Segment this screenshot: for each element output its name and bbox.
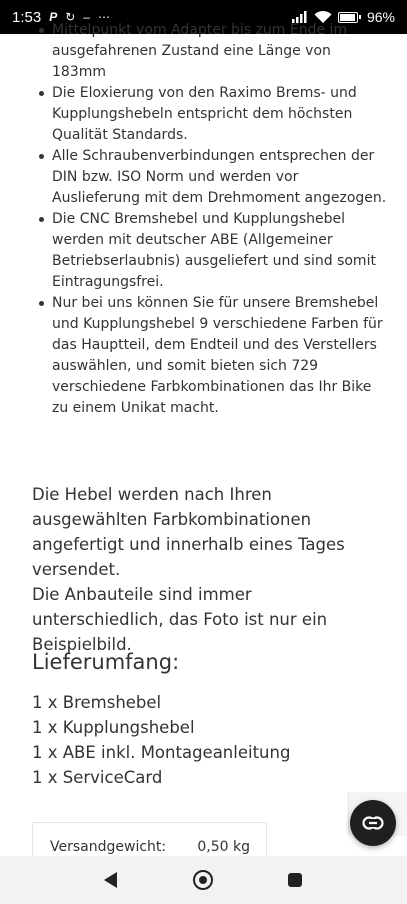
page-content xyxy=(0,22,407,856)
more-icon: ⋯ xyxy=(97,10,110,24)
recents-icon[interactable] xyxy=(288,873,302,887)
sync-icon: ↻ xyxy=(65,10,76,24)
list-item: 1 x Bremshebel xyxy=(32,693,162,712)
shipping-weight-label: Versandgewicht: xyxy=(50,839,167,855)
scope-list xyxy=(32,690,382,790)
shipping-weight-value: 0,50 kg xyxy=(197,839,250,855)
list-item: Alle Schraubenverbindungen entsprechen der DIN bzw. ISO Norm und werden vor Auslieferung mit dem Drehmoment angezogen. xyxy=(52,146,387,209)
link-icon xyxy=(362,816,384,830)
paypal-icon: P xyxy=(49,10,58,24)
battery-percent: 96% xyxy=(366,9,395,25)
description-line: Die Anbauteile sind immer unterschiedlich, das Foto ist nur ein Beispielbild. xyxy=(32,585,328,654)
list-item: 1 x ServiceCard xyxy=(32,768,163,787)
list-item: Die Eloxierung von den Raximo Brems- und Kupplungshebeln entspricht dem höchsten Qualität Standards. xyxy=(52,83,387,146)
list-item: Nur bei uns können Sie für unsere Bremshebel und Kupplungshebel 9 verschiedene Farben für das Hauptteil, dem Endteil und des Verstellers auswählen, und somit bieten sich 729 verschiedene Farbkombinationen das Ihr Bike zu einem Unikat macht. xyxy=(52,293,387,419)
scope-heading: Lieferumfang: xyxy=(32,650,180,674)
system-nav-bar xyxy=(0,856,407,904)
minus-icon: ‒ xyxy=(83,10,90,24)
link-button[interactable] xyxy=(350,800,396,846)
list-item: Mittelpunkt vom Adapter bis zum Ende im ausgefahrenen Zustand eine Länge von 183mm xyxy=(52,20,387,83)
list-item: 1 x ABE inkl. Montageanleitung xyxy=(32,743,291,762)
description-text xyxy=(32,482,382,657)
description-line: Die Hebel werden nach Ihren ausgewählten Farbkombinationen angefertigt und innerhalb eines Tages versendet. xyxy=(32,485,345,579)
list-item: Die CNC Bremshebel und Kupplungshebel werden mit deutscher ABE (Allgemeiner Betriebserlaubnis) ausgeliefert und sind somit Eintragungsfrei. xyxy=(52,209,387,293)
feature-list xyxy=(52,20,387,419)
back-icon[interactable] xyxy=(104,872,117,888)
clock: 1:53 xyxy=(12,8,42,26)
list-item: 1 x Kupplungshebel xyxy=(32,718,195,737)
home-icon[interactable] xyxy=(193,870,213,890)
